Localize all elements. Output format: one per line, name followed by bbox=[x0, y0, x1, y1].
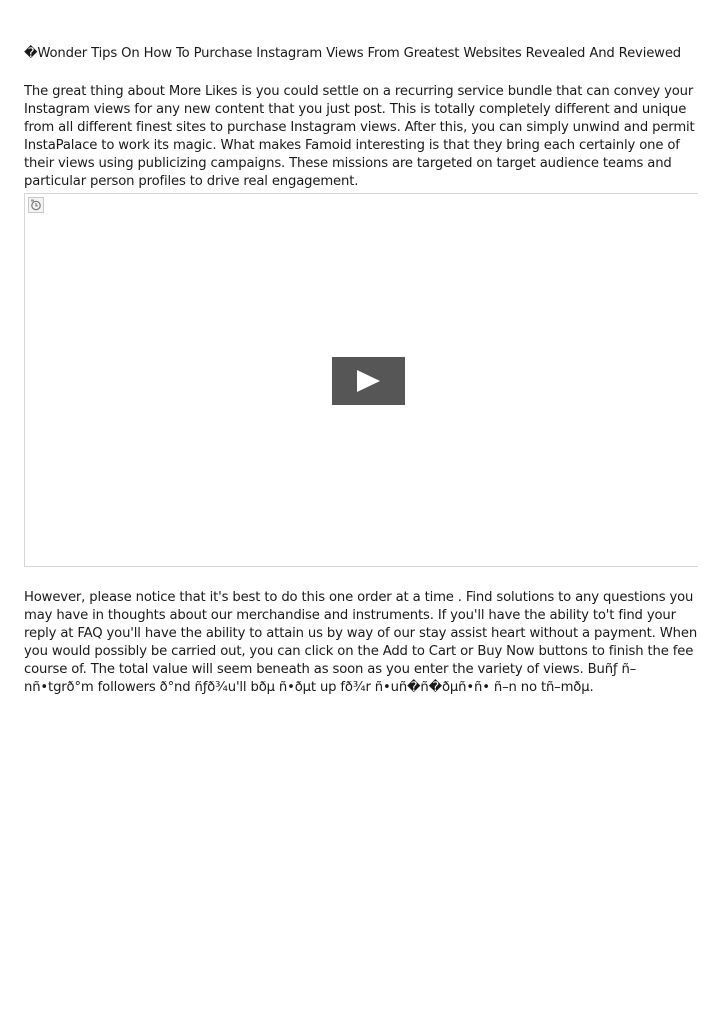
embedded-video-player[interactable] bbox=[24, 193, 698, 567]
broken-plugin-icon bbox=[28, 197, 44, 213]
paragraph-intro: The great thing about More Likes is you could settle on a recurring service bundle that can convey your Instagram views for any new content that you just post. This is totally completely different and unique from all different finest sites to purchase Instagram views. After this, you can simply unwind and permit InstaPalace to work its magic. What makes Famoid interesting is that they bring each certainly one of their views using publicizing campaigns. These missions are targeted on target audience teams and particular person profiles to drive real engagement. bbox=[24, 84, 695, 189]
play-button[interactable] bbox=[332, 357, 405, 405]
document-title: �Wonder Tips On How To Purchase Instagram Views From Greatest Websites Revealed And Reviewed bbox=[24, 46, 681, 61]
paragraph-ordering: However, please notice that it's best to do this one order at a time . Find solutions to any questions you may have in thoughts about our merchandise and instruments. If you'll have the ability to't find your reply at FAQ you'll have the ability to attain us by way of our stay assist heart without a payment. When you would possibly be carried out, you can click on the Add to Cart or Buy Now buttons to finish the fee course of. The total value will seem beneath as soon as you enter the variety of views. Buñƒ ñ–nñ•tgrð°m followers ð°nd ñƒð¾u'll bðµ ñ•ðµt up fð¾r ñ•uñ�ñ�ðµñ•ñ• ñ–n no tñ–mðµ. bbox=[24, 590, 698, 695]
play-icon bbox=[355, 369, 381, 393]
